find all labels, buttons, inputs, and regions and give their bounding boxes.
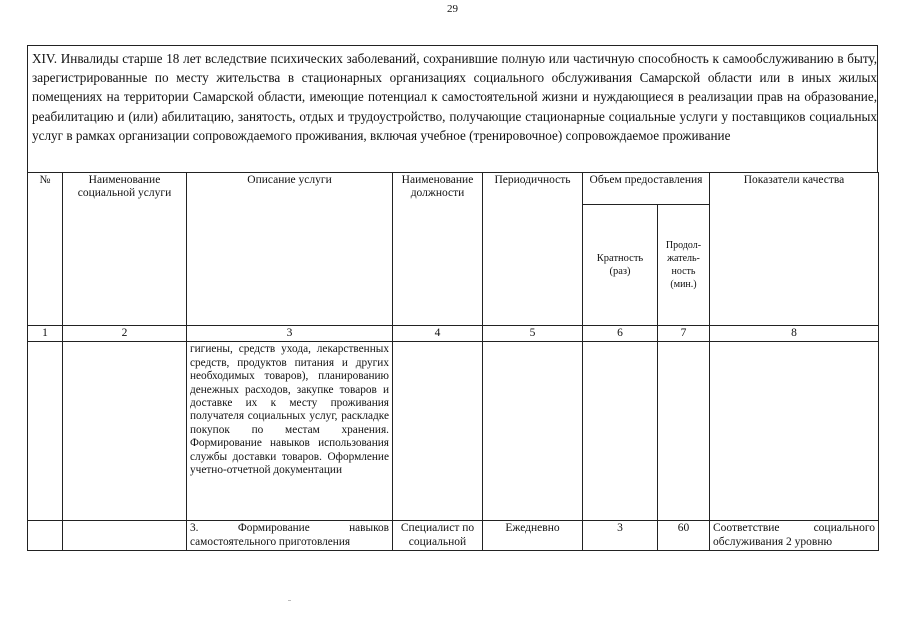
quality-cell [710,342,879,521]
description-cell: 3. Формирование навыков самостоятельного приготовления [187,521,393,551]
column-number: 8 [710,326,879,342]
column-number: 7 [658,326,710,342]
position-cell [393,342,483,521]
header-description: Описание услуги [187,173,393,326]
scan-speck [288,600,291,601]
header-position: Наименование должности [393,173,483,326]
header-multiplicity: Кратность (раз) [583,205,658,326]
header-number: № [28,173,63,326]
column-number: 6 [583,326,658,342]
duration-cell: 60 [658,521,710,551]
column-number: 2 [63,326,187,342]
description-cell: гигиены, средств ухода, лекарственных средств, продуктов питания и других необходимых товаров), планированию денежных расходов, закупке товаров и доставке их к месту проживания получателя социальных услуг, раскладке покупок по местам хранения. Формирование навыков использования службы доставки товаров. Оформление учетно-отчетной документации [187,342,393,521]
periodicity-cell [483,342,583,521]
column-number: 3 [187,326,393,342]
table-row [28,521,879,551]
multiplicity-cell: 3 [583,521,658,551]
header-volume: Объем предоставления [583,173,710,205]
table-row [28,342,879,521]
header-service-name: Наименование социальной услуги [63,173,187,326]
column-number-row [28,326,879,342]
column-number: 1 [28,326,63,342]
quality-cell: Соответствие социального обслуживания 2 уровню [710,521,879,551]
header-duration: Продол-жатель-ность (мин.) [658,205,710,326]
service-name-cell [63,521,187,551]
section-heading: XIV. Инвалиды старше 18 лет вследствие психических заболеваний, сохранившие полную или частичную способность к самообслуживанию в быту, зарегистрированные по месту жительства в стационарных организациях социального обслуживания Самарской области или в иных жилых помещениях на территории Самарской области, имеющие потенциал к самостоятельной жизни и нуждающиеся в реализации прав на образование, реабилитацию и (или) абилитацию, занятость, отдых и трудоустройство, получающие стационарные социальные услуги у поставщиков социальных услуг в рамках организации сопровождаемого проживания, включая учебное (тренировочное) сопровождаемое проживание [32,51,877,143]
periodicity-cell: Ежедневно [483,521,583,551]
multiplicity-cell [583,342,658,521]
service-name-cell [63,342,187,521]
header-row [28,173,879,205]
duration-cell [658,342,710,521]
column-number: 4 [393,326,483,342]
header-quality: Показатели качества [710,173,879,326]
column-number: 5 [483,326,583,342]
position-cell: Специалист по социальной [393,521,483,551]
services-table [27,172,879,551]
page-number: 29 [447,3,458,15]
row-number-cell [28,521,63,551]
row-number-cell [28,342,63,521]
header-periodicity: Периодичность [483,173,583,326]
